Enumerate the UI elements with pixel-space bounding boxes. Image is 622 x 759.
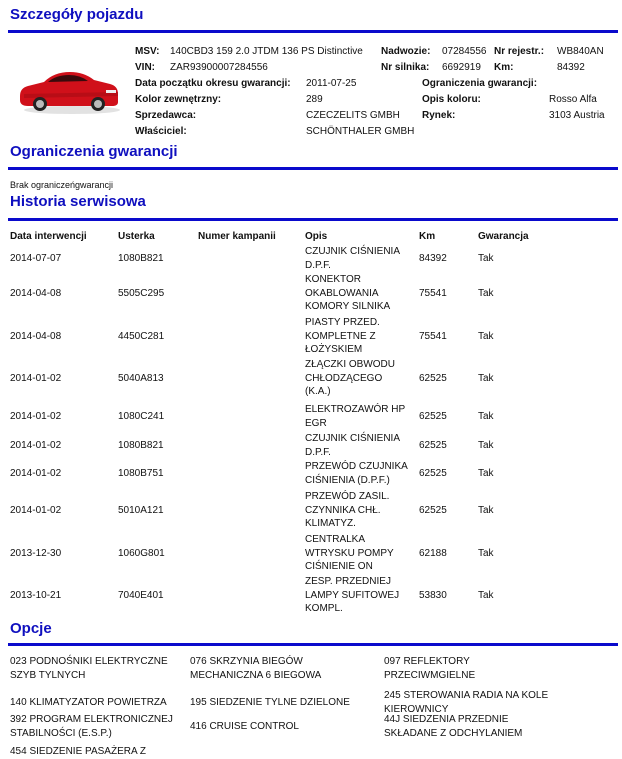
km-value: 84392 bbox=[557, 62, 585, 73]
exterior-color-label: Kolor zewnętrzny: bbox=[135, 94, 222, 105]
history-description-line: ELEKTROZAWÓR HP bbox=[305, 404, 406, 415]
history-description-line: ZESP. PRZEDNIEJ bbox=[305, 576, 391, 587]
history-warranty: Tak bbox=[478, 439, 494, 451]
history-description-line: PRZEWÓD ZASIL. bbox=[305, 491, 390, 502]
history-description-line: ŁOŻYSKIEM bbox=[305, 344, 363, 355]
history-warranty: Tak bbox=[478, 467, 494, 479]
restrictions-text: Brak ograniczeńgwarancji bbox=[10, 180, 114, 190]
history-km: 62525 bbox=[419, 467, 447, 479]
options-title: Opcje bbox=[10, 620, 52, 637]
history-km: 62188 bbox=[419, 547, 447, 559]
history-km: 75541 bbox=[419, 287, 447, 299]
option-item: 44J SIEDZENIA PRZEDNIE bbox=[384, 714, 509, 725]
color-description-label: Opis koloru: bbox=[422, 94, 481, 105]
history-fault-code: 5010A121 bbox=[118, 504, 164, 516]
service-history-title: Historia serwisowa bbox=[10, 193, 146, 210]
history-description-line: KOMORY SILNIKA bbox=[305, 301, 391, 312]
col-header-date: Data interwencji bbox=[10, 231, 87, 242]
history-description-line: CZYNNIKA CHŁ. bbox=[305, 504, 381, 516]
nadwozie-value: 07284556 bbox=[442, 46, 487, 57]
seller-value: CZECZELITS GMBH bbox=[306, 110, 400, 121]
option-item: 097 REFLEKTORY bbox=[384, 656, 470, 667]
history-fault-code: 4450C281 bbox=[118, 330, 165, 342]
section-divider bbox=[8, 167, 618, 170]
history-km: 62525 bbox=[419, 372, 447, 384]
option-item: 023 PODNOŚNIKI ELEKTRYCZNE bbox=[10, 656, 168, 667]
history-description-line: EGR bbox=[305, 417, 327, 429]
section-divider bbox=[8, 218, 618, 221]
msv-value: 140CBD3 159 2.0 JTDM 136 PS Distinctive bbox=[170, 46, 363, 57]
option-item: 140 KLIMATYZATOR POWIETRZA bbox=[10, 696, 167, 708]
history-fault-code: 7040E401 bbox=[118, 589, 164, 601]
history-date: 2013-12-30 bbox=[10, 547, 62, 559]
option-item: SZYB TYLNYCH bbox=[10, 669, 86, 681]
col-header-fault: Usterka bbox=[118, 231, 155, 242]
option-item: PRZECIWMGIELNE bbox=[384, 669, 476, 681]
option-item: 245 STEROWANIA RADIA NA KOLE bbox=[384, 690, 549, 701]
col-header-warranty: Gwarancja bbox=[478, 231, 529, 242]
option-item: 195 SIEDZENIE TYLNE DZIELONE bbox=[190, 696, 350, 708]
history-warranty: Tak bbox=[478, 287, 494, 299]
history-description-line: PRZEWÓD CZUJNIKA bbox=[305, 461, 408, 472]
nr-silnika-value: 6692919 bbox=[442, 62, 481, 73]
msv-label: MSV: bbox=[135, 46, 160, 57]
history-date: 2014-01-02 bbox=[10, 372, 62, 384]
history-description-line: CIŚNIENIA (D.P.F.) bbox=[305, 474, 390, 486]
history-warranty: Tak bbox=[478, 330, 494, 342]
nr-rej-label: Nr rejestr.: bbox=[494, 46, 545, 57]
exterior-color-value: 289 bbox=[306, 94, 323, 105]
history-date: 2014-01-02 bbox=[10, 439, 62, 451]
km-label: Km: bbox=[494, 62, 514, 73]
option-item: 416 CRUISE CONTROL bbox=[190, 720, 299, 732]
history-fault-code: 5505C295 bbox=[118, 287, 165, 299]
history-fault-code: 1080B821 bbox=[118, 252, 164, 264]
nadwozie-label: Nadwozie: bbox=[381, 46, 431, 57]
section-divider bbox=[8, 30, 618, 33]
option-item: SKŁADANE Z ODCHYLANIEM bbox=[384, 727, 523, 739]
history-date: 2014-01-02 bbox=[10, 410, 62, 422]
option-item: 076 SKRZYNIA BIEGÓW bbox=[190, 656, 303, 667]
option-item: 454 SIEDZENIE PASAŻERA Z bbox=[10, 746, 146, 757]
vehicle-details-title: Szczegóły pojazdu bbox=[10, 6, 144, 23]
warranty-restrictions-label: Ograniczenia gwarancji: bbox=[422, 78, 538, 89]
vin-label: VIN: bbox=[135, 62, 155, 73]
history-km: 53830 bbox=[419, 589, 447, 601]
history-description-line: CZUJNIK CIŚNIENIA bbox=[305, 246, 401, 257]
owner-value: SCHÖNTHALER GMBH bbox=[306, 126, 415, 137]
history-description-line: KOMPLETNE Z bbox=[305, 330, 376, 342]
option-item: MECHANICZNA 6 BIEGOWA bbox=[190, 669, 322, 681]
history-description-line: D.P.F. bbox=[305, 259, 331, 271]
history-warranty: Tak bbox=[478, 589, 494, 601]
history-warranty: Tak bbox=[478, 372, 494, 384]
history-description-line: KONEKTOR bbox=[305, 274, 361, 285]
history-description-line: CZUJNIK CIŚNIENIA bbox=[305, 433, 401, 444]
market-label: Rynek: bbox=[422, 110, 456, 121]
owner-label: Właściciel: bbox=[135, 126, 187, 137]
seller-label: Sprzedawca: bbox=[135, 110, 197, 121]
nr-silnika-label: Nr silnika: bbox=[381, 62, 430, 73]
history-fault-code: 1060G801 bbox=[118, 547, 165, 559]
col-header-km: Km bbox=[419, 231, 436, 242]
history-date: 2014-04-08 bbox=[10, 287, 62, 299]
history-description-line: LAMPY SUFITOWEJ bbox=[305, 589, 400, 601]
history-date: 2014-04-08 bbox=[10, 330, 62, 342]
history-km: 62525 bbox=[419, 410, 447, 422]
history-warranty: Tak bbox=[478, 252, 494, 264]
restrictions-title: Ograniczenia gwarancji bbox=[10, 143, 178, 160]
col-header-campaign: Numer kampanii bbox=[198, 231, 276, 242]
history-description-line: CHŁODZĄCEGO bbox=[305, 372, 383, 384]
history-date: 2014-07-07 bbox=[10, 252, 62, 264]
history-description-line: WTRYSKU POMPY bbox=[305, 547, 394, 559]
history-description-line: CIŚNIENIE ON bbox=[305, 561, 373, 572]
history-date: 2014-01-02 bbox=[10, 467, 62, 479]
option-item: STABILNOŚCI (E.S.P.) bbox=[10, 727, 112, 739]
nr-rej-value: WB840AN bbox=[557, 46, 604, 57]
market-value: 3103 Austria bbox=[549, 110, 605, 121]
warranty-start-label: Data początku okresu gwarancji: bbox=[135, 78, 291, 89]
history-description-line: KOMPL. bbox=[305, 603, 343, 614]
history-date: 2013-10-21 bbox=[10, 589, 62, 601]
history-description-line: KLIMATYZ. bbox=[305, 518, 356, 529]
history-km: 75541 bbox=[419, 330, 447, 342]
history-km: 62525 bbox=[419, 504, 447, 516]
history-description-line: (K.A.) bbox=[305, 386, 331, 397]
history-description-line: PIASTY PRZED. bbox=[305, 317, 380, 328]
history-fault-code: 1080B821 bbox=[118, 439, 164, 451]
history-warranty: Tak bbox=[478, 504, 494, 516]
history-description-line: ZŁĄCZKI OBWODU bbox=[305, 359, 396, 370]
history-km: 84392 bbox=[419, 252, 447, 264]
col-header-description: Opis bbox=[305, 231, 328, 242]
history-fault-code: 5040A813 bbox=[118, 372, 164, 384]
history-fault-code: 1080B751 bbox=[118, 467, 164, 479]
option-item: 392 PROGRAM ELEKTRONICZNEJ bbox=[10, 714, 173, 725]
car-image bbox=[14, 66, 124, 116]
history-description-line: D.P.F. bbox=[305, 446, 331, 458]
history-warranty: Tak bbox=[478, 547, 494, 559]
color-description-value: Rosso Alfa bbox=[549, 94, 597, 105]
option-item: KIEROWNICY bbox=[384, 703, 449, 715]
history-description-line: CENTRALKA bbox=[305, 534, 366, 545]
vin-value: ZAR93900007284556 bbox=[170, 62, 268, 73]
history-description-line: OKABLOWANIA bbox=[305, 287, 379, 299]
history-fault-code: 1080C241 bbox=[118, 410, 165, 422]
warranty-start-value: 2011-07-25 bbox=[306, 78, 357, 89]
history-warranty: Tak bbox=[478, 410, 494, 422]
history-km: 62525 bbox=[419, 439, 447, 451]
history-date: 2014-01-02 bbox=[10, 504, 62, 516]
section-divider bbox=[8, 643, 618, 646]
